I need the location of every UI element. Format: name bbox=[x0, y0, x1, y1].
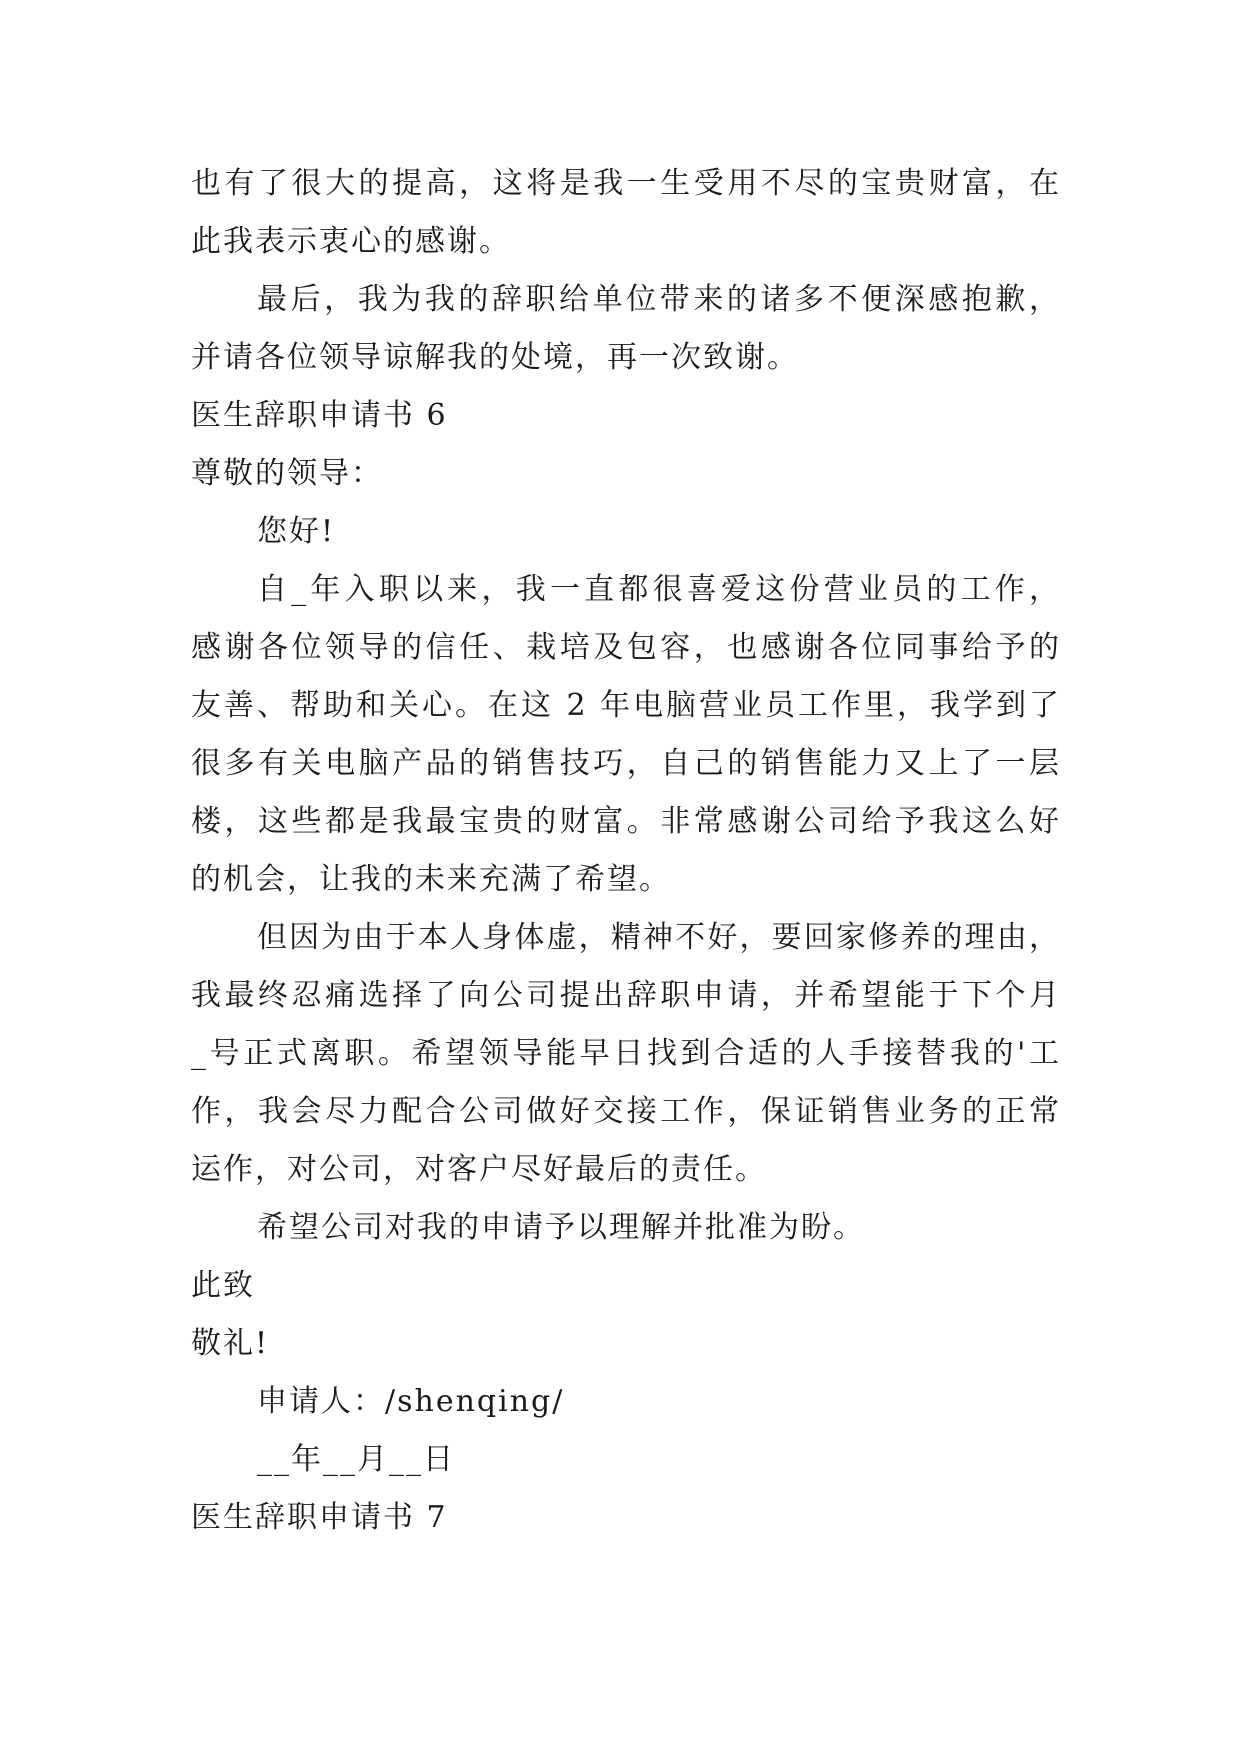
paragraph-line: 此我表示衷心的感谢。 bbox=[191, 224, 511, 259]
date-line: __年__月__日 bbox=[257, 1442, 455, 1477]
section-heading: 医生辞职申请书 7 bbox=[191, 1500, 448, 1535]
closing-line: 敬礼! bbox=[191, 1326, 270, 1361]
paragraph-line: 友善、帮助和关心。在这 2 年电脑营业员工作里，我学到了 bbox=[191, 688, 1061, 723]
paragraph-line: 很多有关电脑产品的销售技巧，自己的销售能力又上了一层 bbox=[191, 746, 1061, 781]
salutation: 尊敬的领导： bbox=[191, 456, 383, 491]
paragraph-line: 但因为由于本人身体虚，精神不好，要回家修养的理由， bbox=[257, 920, 1061, 955]
applicant-signature: 申请人：/shenqing/ bbox=[257, 1384, 565, 1419]
section-heading: 医生辞职申请书 6 bbox=[191, 398, 448, 433]
paragraph-line: 也有了很大的提高，这将是我一生受用不尽的宝贵财富，在 bbox=[191, 166, 1061, 201]
paragraph-line: 最后，我为我的辞职给单位带来的诸多不便深感抱歉， bbox=[257, 282, 1061, 317]
greeting: 您好! bbox=[257, 514, 336, 549]
paragraph-line: 并请各位领导谅解我的处境，再一次致谢。 bbox=[191, 340, 799, 375]
paragraph-line: 感谢各位领导的信任、栽培及包容，也感谢各位同事给予的 bbox=[191, 630, 1061, 665]
paragraph-line: 作，我会尽力配合公司做好交接工作，保证销售业务的正常 bbox=[191, 1094, 1061, 1129]
document-body bbox=[191, 155, 1061, 1547]
paragraph-line: 楼，这些都是我最宝贵的财富。非常感谢公司给予我这么好 bbox=[191, 804, 1061, 839]
paragraph-line: 的机会，让我的未来充满了希望。 bbox=[191, 862, 671, 897]
paragraph-line: 希望公司对我的申请予以理解并批准为盼。 bbox=[257, 1210, 865, 1245]
closing-line: 此致 bbox=[191, 1268, 255, 1303]
paragraph-line: 我最终忍痛选择了向公司提出辞职申请，并希望能于下个月 bbox=[191, 978, 1061, 1013]
paragraph-line: _号正式离职。希望领导能早日找到合适的人手接替我的'工 bbox=[191, 1036, 1061, 1071]
paragraph-line: 运作，对公司，对客户尽好最后的责任。 bbox=[191, 1152, 767, 1187]
paragraph-line: 自_年入职以来，我一直都很喜爱这份营业员的工作， bbox=[257, 572, 1061, 607]
